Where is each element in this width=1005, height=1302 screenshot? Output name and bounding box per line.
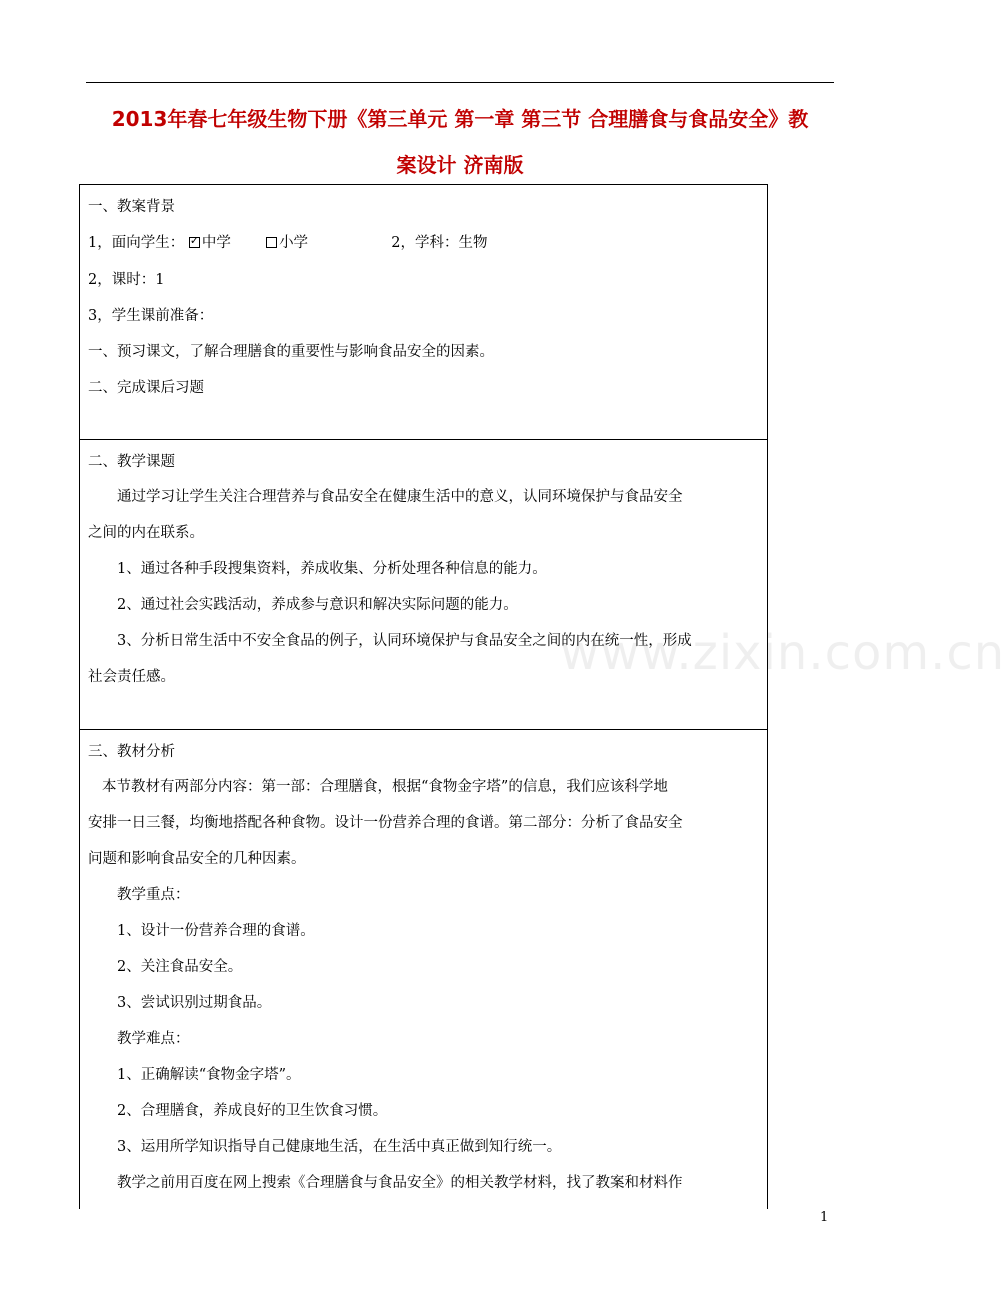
prep-label: 3，学生课前准备：	[88, 308, 214, 324]
key-point-2: 2、关注食品安全。	[117, 959, 243, 975]
option-middle-school: 中学	[201, 235, 231, 251]
topic-item-1: 1、通过各种手段搜集资料，养成收集、分析处理各种信息的能力。	[117, 561, 547, 577]
key-point-3: 3、尝试识别过期食品。	[117, 995, 272, 1011]
analysis-paragraph-line-1: 本节教材有两部分内容：第一部：合理膳食，根据“食物金字塔”的信息，我们应该科学地	[102, 779, 668, 795]
topic-item-3-line-2: 社会责任感。	[88, 669, 175, 685]
subject-label: 2，学科：生物	[391, 235, 488, 251]
unchecked-checkbox-icon	[266, 237, 277, 248]
difficulty-1: 1、正确解读“食物金字塔”。	[117, 1067, 301, 1083]
topic-paragraph-line-2: 之间的内在联系。	[88, 525, 204, 541]
option-primary-school: 小学	[279, 235, 309, 251]
difficulty-2: 2、合理膳食，养成良好的卫生饮食习惯。	[117, 1103, 388, 1119]
prep-item-1: 一、预习课文，了解合理膳食的重要性与影响食品安全的因素。	[88, 344, 494, 360]
section-material-analysis	[79, 729, 768, 1209]
hours-label: 2，课时：1	[88, 272, 165, 288]
section-heading: 三、教材分析	[88, 744, 175, 760]
difficulty-3: 3、运用所学知识指导自己健康地生活，在生活中真正做到知行统一。	[117, 1139, 562, 1155]
prep-item-2: 二、完成课后习题	[88, 380, 204, 396]
document-title	[80, 96, 840, 188]
topic-paragraph-line-1: 通过学习让学生关注合理营养与食品安全在健康生活中的意义，认同环境保护与食品安全	[117, 489, 683, 505]
watermark: www.zixin.com.cn	[560, 625, 1005, 681]
checked-checkbox-icon	[189, 237, 200, 248]
section-topic	[79, 439, 768, 729]
analysis-paragraph-line-2: 安排一日三餐，均衡地搭配各种食物。设计一份营养合理的食谱。第二部分：分析了食品安全	[88, 815, 683, 831]
topic-item-2: 2、通过社会实践活动，养成参与意识和解决实际问题的能力。	[117, 597, 518, 613]
section-heading: 二、教学课题	[88, 454, 175, 470]
topic-item-3-line-1: 3、分析日常生活中不安全食品的例子，认同环境保护与食品安全之间的内在统一性，形成	[117, 633, 692, 649]
title-line-1: 2013年春七年级生物下册《第三单元 第一章 第三节 合理膳食与食品安全》教	[111, 107, 809, 131]
section-background	[79, 184, 768, 439]
students-label: 1，面向学生：	[88, 235, 185, 251]
page-number: 1	[820, 1210, 829, 1225]
section-heading: 一、教案背景	[88, 199, 175, 215]
analysis-paragraph-line-3: 问题和影响食品安全的几种因素。	[88, 851, 306, 867]
difficulties-heading: 教学难点：	[117, 1031, 190, 1047]
key-point-1: 1、设计一份营养合理的食谱。	[117, 923, 315, 939]
header-rule	[86, 82, 834, 83]
title-line-2: 案设计 济南版	[396, 153, 524, 177]
preparation-note: 教学之前用百度在网上搜索《合理膳食与食品安全》的相关教学材料，找了教案和材料作	[117, 1175, 683, 1191]
key-points-heading: 教学重点：	[117, 887, 190, 903]
students-row	[88, 231, 759, 252]
